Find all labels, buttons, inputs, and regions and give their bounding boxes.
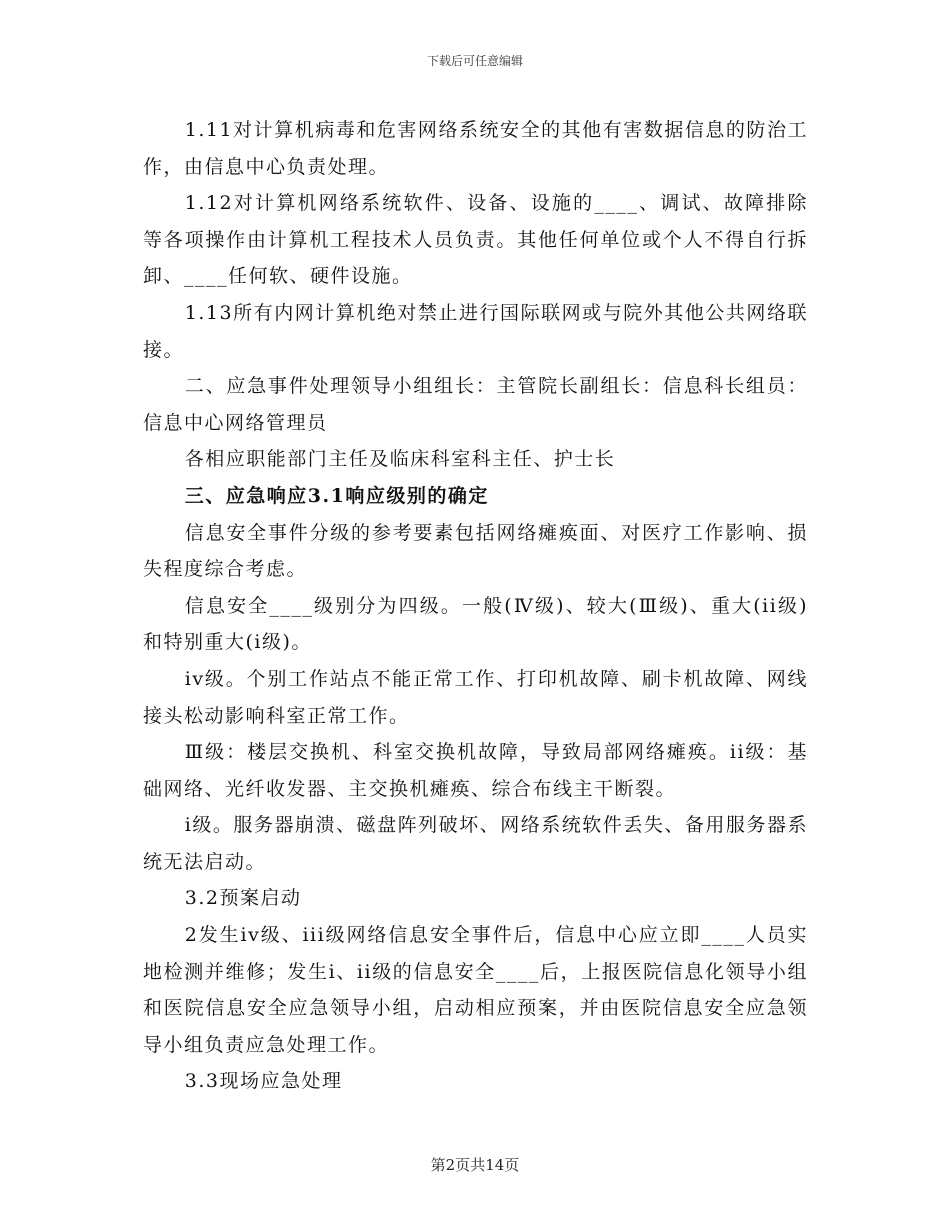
paragraph-level-iv: iv级。个别工作站点不能正常工作、打印机故障、刷卡机故障、网线接头松动影响科室正常工作。 xyxy=(143,667,808,727)
paragraph-department-heads: 各相应职能部门主任及临床科室科主任、护士长 xyxy=(184,448,616,471)
paragraph-four-levels: 信息安全____级别分为四级。一般(Ⅳ级)、较大(Ⅲ级)、重大(ii级)和特别重大(i级)。 xyxy=(143,594,808,654)
paragraph-plan-activation: 2发生iv级、iii级网络信息安全事件后，信息中心应立即____人员实地检测并维修；发生i、ii级的信息安全____后，上报医院信息化领导小组和医院信息安全应急领导小组，启动相应预案，并由医院信息安全应急领导小组负责应急处理工作。 xyxy=(143,924,808,1056)
paragraph-1-13: 1.13所有内网计算机绝对禁止进行国际联网或与院外其他公共网络联接。 xyxy=(143,301,808,361)
subheading-3-2: 3.2预案启动 xyxy=(184,887,302,910)
paragraph-level-iii-ii: Ⅲ级：楼层交换机、科室交换机故障，导致局部网络瘫痪。ii级：基础网络、光纤收发器、主交换机瘫痪、综合布线主干断裂。 xyxy=(143,741,808,800)
subheading-3-3: 3.3现场应急处理 xyxy=(184,1070,343,1093)
paragraph-1-11: 1.11对计算机病毒和危害网络系统安全的其他有害数据信息的防治工作，由信息中心负责处理。 xyxy=(143,119,808,178)
document-body xyxy=(143,112,808,1100)
section-3-heading: 三、应急响应3.1响应级别的确定 xyxy=(184,484,489,507)
paragraph-level-i: i级。服务器崩溃、磁盘阵列破坏、网络系统软件丢失、备用服务器系统无法启动。 xyxy=(143,814,808,873)
page-header: 下载后可任意编辑 xyxy=(426,54,523,68)
paragraph-grading-factors: 信息安全事件分级的参考要素包括网络瘫痪面、对医疗工作影响、损失程度综合考虑。 xyxy=(143,521,808,581)
section-2-leadership: 二、应急事件处理领导小组组长：主管院长副组长：信息科长组员：信息中心网络管理员 xyxy=(143,375,808,434)
paragraph-1-12: 1.12对计算机网络系统软件、设备、设施的____、调试、故障排除等各项操作由计算机工程技术人员负责。其他任何单位或个人不得自行拆卸、____任何软、硬件设施。 xyxy=(143,192,808,288)
page-footer: 第2页共14页 xyxy=(430,1156,520,1174)
